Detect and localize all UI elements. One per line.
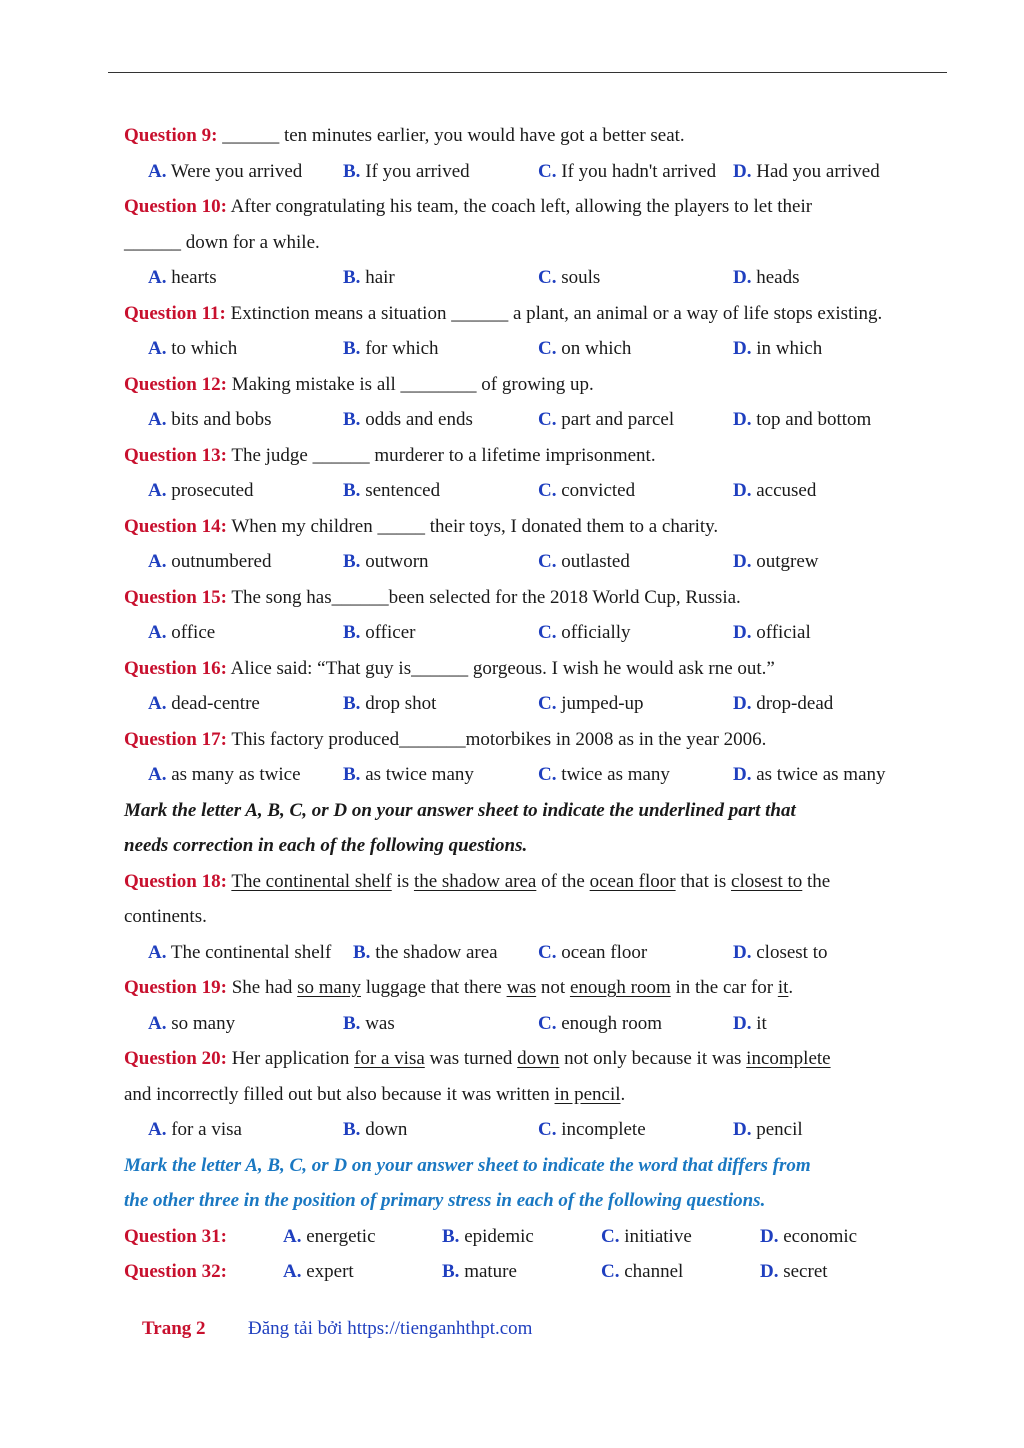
option-text: drop-dead — [751, 693, 834, 714]
option-letter: B. — [353, 941, 371, 963]
question-label: Question 20: — [124, 1048, 227, 1069]
question-label: Question 19: — [124, 977, 227, 998]
question-text: and incorrectly filled out but also because it was written — [124, 1083, 555, 1105]
option-letter: B. — [343, 693, 361, 714]
option-a — [283, 1254, 354, 1290]
upload-credit-link[interactable]: Đăng tải bởi https://tienganhthpt.com — [248, 1318, 533, 1339]
option-letter: C. — [538, 1119, 557, 1140]
question-31 — [124, 1219, 954, 1255]
option-letter: D. — [760, 1225, 779, 1247]
question-9-stem — [124, 118, 954, 154]
option-letter: B. — [442, 1261, 460, 1282]
option-text: accused — [751, 480, 817, 501]
question-text: The judge ______ murderer to a lifetime imprisonment. — [226, 444, 656, 466]
option-letter: A. — [148, 941, 167, 963]
option-text: official — [751, 622, 811, 643]
option-d — [733, 935, 827, 971]
option-b — [343, 757, 474, 793]
question-label: Question 15: — [124, 586, 227, 608]
option-text: odds and ends — [360, 409, 473, 430]
option-text: secret — [778, 1261, 828, 1282]
question-label: Question 32: — [124, 1261, 227, 1282]
option-text: hair — [360, 267, 395, 288]
option-b — [343, 544, 429, 580]
option-letter: D. — [733, 551, 752, 572]
option-letter: C. — [538, 480, 557, 501]
option-letter: C. — [538, 267, 557, 288]
option-text: as twice many — [360, 764, 474, 785]
question-label: Question 10: — [124, 196, 227, 217]
option-letter: C. — [538, 941, 557, 963]
option-letter: A. — [148, 764, 167, 785]
question-text: in the car for — [670, 977, 778, 998]
option-letter: C. — [538, 693, 557, 714]
option-text: energetic — [301, 1225, 376, 1247]
option-c — [538, 473, 635, 509]
option-text: part and parcel — [556, 409, 675, 430]
option-text: sentenced — [360, 480, 441, 501]
option-d — [733, 615, 811, 651]
question-text: . — [620, 1083, 626, 1105]
option-text: it — [751, 1012, 767, 1034]
underlined-part: in pencil — [554, 1083, 621, 1105]
option-text: If you hadn't arrived — [556, 160, 717, 182]
option-letter: A. — [148, 1119, 167, 1140]
question-text: the — [802, 870, 831, 892]
underlined-part: enough room — [569, 977, 671, 998]
option-c — [538, 686, 644, 722]
option-letter: B. — [343, 764, 361, 785]
option-text: ocean floor — [556, 941, 648, 963]
option-c — [538, 757, 670, 793]
option-text: to which — [166, 338, 238, 359]
option-b — [353, 935, 498, 971]
question-text: The song has______been selected for the 2018 World Cup, Russia. — [226, 586, 741, 608]
question-13-options — [124, 473, 954, 509]
question-16-options — [124, 686, 954, 722]
question-label: Question 14: — [124, 515, 227, 537]
question-18-stem — [124, 864, 954, 900]
option-text: officially — [556, 622, 631, 643]
option-d — [733, 154, 880, 190]
question-11-options — [124, 331, 954, 367]
option-text: outlasted — [556, 551, 630, 572]
underlined-part: it — [777, 977, 789, 998]
option-text: expert — [301, 1261, 354, 1282]
option-letter: C. — [538, 338, 557, 359]
option-c — [538, 1006, 662, 1042]
question-label: Question 9: — [124, 125, 218, 146]
option-c — [601, 1219, 692, 1255]
option-b — [343, 154, 470, 190]
option-text: outgrew — [751, 551, 819, 572]
option-letter: D. — [733, 338, 752, 359]
option-letter: D. — [733, 764, 752, 785]
option-c — [538, 615, 631, 651]
option-text: as twice as many — [751, 764, 886, 785]
option-text: Had you arrived — [751, 160, 880, 182]
question-13-stem — [124, 438, 954, 474]
option-text: for which — [360, 338, 439, 359]
option-d — [733, 686, 833, 722]
option-a — [148, 1112, 242, 1148]
question-text: not — [536, 977, 570, 998]
question-text: This factory produced_______motorbikes in 2008 as in the year 2006. — [226, 728, 767, 750]
option-letter: D. — [733, 160, 752, 182]
option-text: closest to — [751, 941, 828, 963]
option-text: epidemic — [459, 1225, 534, 1247]
option-d — [733, 473, 816, 509]
question-16-stem — [124, 651, 954, 687]
option-letter: B. — [343, 160, 361, 182]
question-text: ______ ten minutes earlier, you would have got a better seat. — [217, 125, 685, 146]
option-a — [148, 1006, 235, 1042]
underlined-part: was — [506, 977, 537, 998]
option-text: heads — [751, 267, 800, 288]
option-letter: C. — [601, 1261, 620, 1282]
option-letter: A. — [148, 160, 167, 182]
option-text: dead-centre — [166, 693, 260, 714]
option-letter: C. — [601, 1225, 620, 1247]
option-letter: B. — [343, 338, 361, 359]
option-b — [442, 1219, 534, 1255]
option-c — [601, 1254, 683, 1290]
question-label: Question 17: — [124, 728, 227, 750]
option-letter: A. — [148, 622, 167, 643]
page-footer — [142, 1313, 533, 1345]
question-text: not only because it was — [559, 1048, 747, 1069]
option-letter: A. — [148, 693, 167, 714]
question-10-stem — [124, 189, 954, 225]
option-c — [538, 1112, 646, 1148]
option-text: economic — [778, 1225, 858, 1247]
option-b — [343, 686, 436, 722]
instruction-correction-line-2: needs correction in each of the following questions. — [124, 835, 528, 856]
option-letter: A. — [148, 480, 167, 501]
underlined-part: The continental shelf — [231, 870, 392, 892]
option-text: outnumbered — [166, 551, 272, 572]
question-label: Question 11: — [124, 302, 226, 324]
option-b — [343, 260, 395, 296]
option-letter: B. — [343, 551, 361, 572]
option-letter: A. — [148, 551, 167, 572]
option-b — [343, 473, 440, 509]
option-text: Were you arrived — [166, 160, 303, 182]
underlined-part: closest to — [731, 870, 803, 892]
underlined-part: the shadow area — [413, 870, 537, 892]
option-a — [148, 260, 217, 296]
option-text: initiative — [619, 1225, 692, 1247]
option-letter: A. — [283, 1261, 302, 1282]
option-c — [538, 935, 647, 971]
option-c — [538, 154, 716, 190]
option-c — [538, 544, 630, 580]
question-18-options — [124, 935, 954, 971]
option-text: as many as twice — [166, 764, 301, 785]
option-a — [148, 402, 272, 438]
option-text: drop shot — [360, 693, 437, 714]
question-32 — [124, 1254, 954, 1290]
option-text: so many — [166, 1012, 236, 1034]
option-text: The continental shelf — [166, 941, 332, 963]
underlined-part: down — [517, 1048, 560, 1069]
option-c — [538, 331, 631, 367]
option-c — [538, 260, 600, 296]
question-15-stem — [124, 580, 954, 616]
question-17-stem — [124, 722, 954, 758]
option-letter: B. — [343, 1012, 361, 1034]
instruction-stress-line-2: the other three in the position of primary stress in each of the following questions. — [124, 1190, 766, 1211]
option-letter: B. — [343, 1119, 361, 1140]
option-b — [343, 331, 439, 367]
option-a — [148, 935, 331, 971]
question-text: Alice said: “That guy is______ gorgeous. I wish he would ask rne out.” — [226, 657, 775, 679]
question-10-options — [124, 260, 954, 296]
option-letter: B. — [343, 409, 361, 430]
option-text: top and bottom — [751, 409, 872, 430]
option-text: enough room — [556, 1012, 663, 1034]
option-text: was — [360, 1012, 395, 1034]
option-text: hearts — [166, 267, 217, 288]
option-a — [283, 1219, 376, 1255]
option-letter: B. — [442, 1225, 460, 1247]
option-letter: B. — [343, 622, 361, 643]
option-letter: C. — [538, 1012, 557, 1034]
question-10-stem-continued: ______ down for a while. — [124, 231, 320, 253]
question-15-options — [124, 615, 954, 651]
option-d — [760, 1254, 828, 1290]
option-b — [343, 1006, 395, 1042]
question-text: . — [788, 977, 794, 998]
question-14-stem — [124, 509, 954, 545]
option-letter: D. — [733, 622, 752, 643]
question-14-options — [124, 544, 954, 580]
option-b — [442, 1254, 517, 1290]
question-11-stem — [124, 296, 954, 332]
option-letter: D. — [733, 693, 752, 714]
page-number: Trang 2 — [142, 1318, 206, 1339]
option-text: in which — [751, 338, 823, 359]
question-text: Her application — [226, 1048, 355, 1069]
option-text: convicted — [556, 480, 636, 501]
question-text: She had — [226, 977, 298, 998]
option-d — [733, 331, 822, 367]
question-text: When my children _____ their toys, I donated them to a charity. — [226, 515, 719, 537]
option-d — [733, 544, 819, 580]
underlined-part: incomplete — [746, 1048, 831, 1069]
option-letter: A. — [148, 1012, 167, 1034]
option-text: jumped-up — [556, 693, 644, 714]
question-label: Question 18: — [124, 870, 227, 892]
option-b — [343, 1112, 407, 1148]
instruction-stress-line-1: Mark the letter A, B, C, or D on your answer sheet to indicate the word that differs from — [124, 1154, 811, 1176]
question-19-stem — [124, 970, 954, 1006]
question-text: Making mistake is all ________ of growing up. — [226, 373, 594, 395]
underlined-part: ocean floor — [589, 870, 676, 892]
option-letter: A. — [283, 1225, 302, 1247]
question-20-options — [124, 1112, 954, 1148]
question-text: luggage that there — [360, 977, 507, 998]
question-20-stem — [124, 1041, 954, 1077]
underlined-part: so many — [297, 977, 361, 998]
option-letter: D. — [733, 1119, 752, 1140]
option-a — [148, 686, 260, 722]
option-a — [148, 154, 302, 190]
question-12-stem — [124, 367, 954, 403]
question-text: Extinction means a situation ______ a plant, an animal or a way of life stops existing. — [225, 302, 883, 324]
option-text: channel — [619, 1261, 684, 1282]
option-text: for a visa — [166, 1119, 242, 1140]
option-a — [148, 615, 215, 651]
option-text: outworn — [360, 551, 429, 572]
question-text: was turned — [424, 1048, 518, 1069]
option-a — [148, 544, 272, 580]
option-letter: D. — [733, 1012, 752, 1034]
option-letter: B. — [343, 267, 361, 288]
option-letter: C. — [538, 551, 557, 572]
option-a — [148, 331, 237, 367]
instruction-correction-line-1: Mark the letter A, B, C, or D on your answer sheet to indicate the underlined part that — [124, 799, 796, 821]
question-label: Question 13: — [124, 444, 227, 466]
question-text: is — [391, 870, 414, 892]
question-label: Question 31: — [124, 1225, 227, 1247]
option-d — [760, 1219, 857, 1255]
option-letter: C. — [538, 764, 557, 785]
question-17-options — [124, 757, 954, 793]
option-text: twice as many — [556, 764, 670, 785]
question-9-options — [124, 154, 954, 190]
question-19-options — [124, 1006, 954, 1042]
option-a — [148, 473, 254, 509]
option-d — [733, 757, 886, 793]
question-label: Question 12: — [124, 373, 227, 395]
option-text: bits and bobs — [166, 409, 272, 430]
option-b — [343, 402, 473, 438]
option-text: office — [166, 622, 216, 643]
option-letter: C. — [538, 160, 557, 182]
option-letter: C. — [538, 409, 557, 430]
question-12-options — [124, 402, 954, 438]
question-18-stem-continued: continents. — [124, 906, 207, 927]
exam-content — [124, 118, 954, 1290]
option-text: prosecuted — [166, 480, 254, 501]
option-d — [733, 1112, 803, 1148]
option-text: incomplete — [556, 1119, 646, 1140]
option-a — [148, 757, 301, 793]
question-20-stem-continued — [124, 1077, 954, 1113]
option-letter: B. — [343, 480, 361, 501]
question-text: After congratulating his team, the coach left, allowing the players to let their — [226, 196, 813, 217]
option-text: If you arrived — [360, 160, 470, 182]
option-letter: D. — [733, 480, 752, 501]
question-label: Question 16: — [124, 657, 227, 679]
option-d — [733, 260, 800, 296]
option-letter: A. — [148, 338, 167, 359]
question-text: of the — [536, 870, 590, 892]
option-d — [733, 402, 871, 438]
option-text: souls — [556, 267, 601, 288]
option-text: the shadow area — [370, 941, 498, 963]
option-letter: A. — [148, 267, 167, 288]
option-letter: D. — [760, 1261, 779, 1282]
underlined-part: for a visa — [354, 1048, 425, 1069]
option-c — [538, 402, 674, 438]
option-text: officer — [360, 622, 416, 643]
option-letter: D. — [733, 267, 752, 288]
option-text: pencil — [751, 1119, 803, 1140]
question-text: that is — [675, 870, 732, 892]
option-text: down — [360, 1119, 408, 1140]
option-letter: D. — [733, 941, 752, 963]
option-d — [733, 1006, 767, 1042]
option-letter: A. — [148, 409, 167, 430]
option-text: on which — [556, 338, 632, 359]
option-text: mature — [459, 1261, 517, 1282]
option-b — [343, 615, 415, 651]
header-rule — [108, 72, 947, 73]
option-letter: D. — [733, 409, 752, 430]
option-letter: C. — [538, 622, 557, 643]
